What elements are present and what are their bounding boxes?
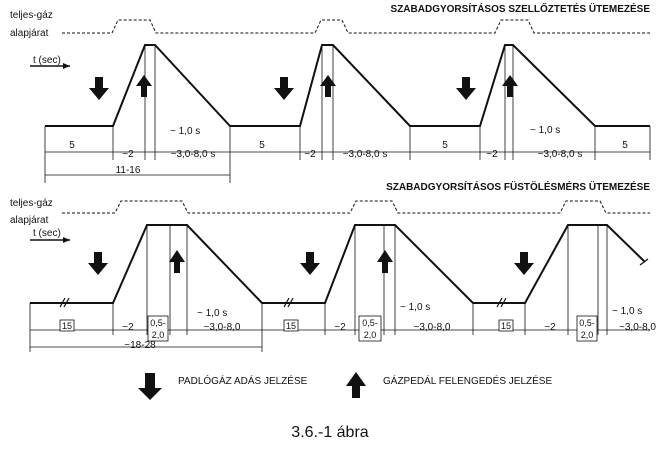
- bottom-up-arrow-2: [377, 250, 393, 273]
- top-dim-three-eight-3: ~3,0-8,0 s: [537, 149, 583, 160]
- top-dim-five-2: 5: [259, 140, 265, 151]
- top-time-label: t (sec): [33, 55, 61, 66]
- top-pedal-signal: [62, 20, 650, 33]
- bottom-dim-one-sec-1: ~ 1,0 s: [197, 308, 228, 319]
- bottom-pedal-signal: [62, 201, 650, 213]
- top-label-idle: alapjárat: [10, 28, 49, 39]
- bottom-dim-approx2-3: ~2: [544, 322, 556, 333]
- top-dim-three-eight-2: ~3,0-8,0 s: [342, 149, 388, 160]
- bottom-dim-hold-bottom-1: 2,0: [151, 330, 165, 340]
- bottom-dim-three-eight-1: ~3,0-8,0: [203, 322, 241, 333]
- bottom-dim-hold-top-3: 0,5-: [579, 318, 595, 328]
- bottom-rpm-curve: [30, 225, 645, 303]
- legend-up-arrow-icon: [346, 372, 366, 398]
- bottom-dim-fifteen-3: 15: [500, 321, 512, 331]
- bottom-down-arrow-2: [300, 252, 320, 275]
- bottom-time-label: t (sec): [33, 228, 61, 239]
- bottom-dim-hold-bottom-2: 2,0: [363, 330, 377, 340]
- bottom-dim-approx2-2: ~2: [334, 322, 346, 333]
- top-dim-total: 11-16: [115, 165, 141, 176]
- top-dim-approx2-3: ~2: [486, 149, 498, 160]
- bottom-dim-total: ~18-28: [124, 340, 156, 351]
- bottom-dim-three-eight-2: ~3,0-8,0: [413, 322, 451, 333]
- bottom-dim-one-sec-3: ~ 1,0 s: [612, 306, 643, 317]
- top-rpm-curve: [45, 45, 650, 126]
- top-dim-one-sec-1: ~ 1,0 s: [170, 126, 201, 137]
- figure-caption: 3.6.-1 ábra: [291, 424, 369, 441]
- bottom-dim-hold-bottom-3: 2,0: [580, 330, 594, 340]
- top-up-arrow-3: [502, 75, 518, 97]
- top-dim-one-sec-3: ~ 1,0 s: [530, 125, 561, 136]
- bottom-dim-approx2-1: ~2: [122, 322, 134, 333]
- bottom-break-marks: [60, 259, 648, 307]
- bottom-dim-hold-top-2: 0,5-: [362, 318, 378, 328]
- bottom-dim-one-sec-2: ~ 1,0 s: [400, 302, 431, 313]
- top-title: SZABADGYORSÍTÁSOS SZELLŐZTETÉS ÜTEMEZÉSE: [390, 4, 650, 15]
- top-down-arrow-2: [274, 77, 294, 100]
- top-down-arrow-3: [456, 77, 476, 100]
- bottom-down-arrow-3: [514, 252, 534, 275]
- top-label-full: teljes-gáz: [10, 10, 53, 21]
- top-dim-five-3: 5: [442, 140, 448, 151]
- bottom-label-idle: alapjárat: [10, 215, 49, 226]
- bottom-dim-three-eight-3: ~3,0-8,0: [619, 322, 656, 333]
- bottom-title: SZABADGYORSÍTÁSOS FÜSTÖLÉSMÉRS ÜTEMEZÉSE: [386, 182, 650, 193]
- bottom-down-arrow-1: [88, 252, 108, 275]
- top-dim-five-1: 5: [69, 140, 75, 151]
- top-down-arrow-1: [89, 77, 109, 100]
- top-up-arrow-1: [136, 75, 152, 97]
- bottom-dim-hold-top-1: 0,5-: [150, 318, 166, 328]
- top-dim-three-eight-1: ~3,0-8,0 s: [170, 149, 216, 160]
- top-dim-five-4: 5: [622, 140, 628, 151]
- bottom-label-full: teljes-gáz: [10, 198, 53, 209]
- bottom-up-arrow-1: [169, 250, 185, 273]
- legend-down-arrow-icon: [138, 373, 162, 400]
- bottom-dim-fifteen-2: 15: [285, 321, 297, 331]
- top-dim-approx2-2: ~2: [304, 149, 316, 160]
- legend-down-label: PADLÓGÁZ ADÁS JELZÉSE: [178, 376, 308, 387]
- top-dim-approx2-1: ~2: [122, 149, 134, 160]
- legend-up-label: GÁZPEDÁL FELENGEDÉS JELZÉSE: [383, 376, 553, 387]
- bottom-dim-fifteen-1: 15: [61, 321, 73, 331]
